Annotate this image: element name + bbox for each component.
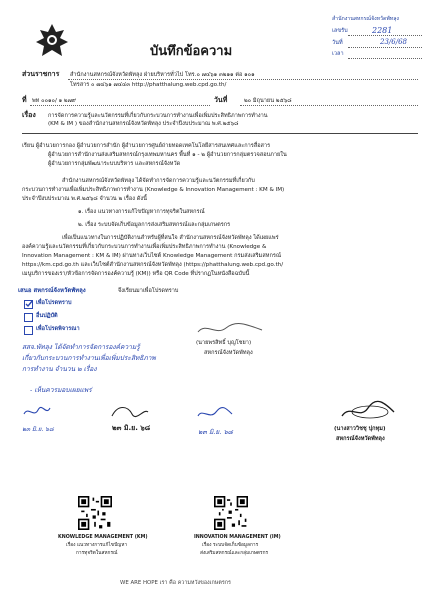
handwritten-note-4: - เห็นควรมอบเผยแพร่ — [30, 386, 92, 394]
doc-no: พท ๐๐๑๐/ ๑ ๒๗๙ — [32, 98, 76, 104]
agency-label: ส่วนราชการ — [22, 70, 60, 78]
qr-code-km[interactable] — [78, 496, 112, 530]
salutation: เรียน ผู้อำนวยการกอง ผู้อำนวยการสำนัก ผู้อำนวยการศูนย์ถ่ายทอดเทคโนโลยีสารสนเทศและการสื่อสาร — [22, 143, 271, 149]
paragraph-1: สำนักงานสหกรณ์จังหวัดพัทลุง ได้จัดทำการจัดการความรู้และนวัตกรรมที่เกี่ยวกับ — [62, 178, 255, 184]
paragraph-2d: https://km.cpd.go.th และเว็บไซต์สำนักงานสหกรณ์จังหวัดพัทลุง (https://phatthalung.web.cpd.go.th/ — [22, 262, 284, 268]
signature-2-title: สหกรณ์จังหวัดพัทลุง — [336, 436, 385, 442]
handwritten-note-1: สสจ.พัทลุง ได้จัดทำการจัดการองค์ความรู้ — [22, 343, 140, 351]
footer-slogan: WE ARE HOPE เรา คือ ความหวังของเกษตรกร — [120, 580, 231, 586]
agency-text-2: โทรสาร ๐ ๗๔๖๑ ๗๔๔๓ http://phatthalung.web.cpd.go.th/ — [70, 82, 227, 88]
salutation-3: ผู้อำนวยการกลุ่มพัฒนาระบบบริหาร และสหกรณ์จังหวัด — [48, 161, 181, 167]
list-item-1: ๑. เรื่อง แนวทางการแก้ไขปัญหาการทุจริตในสหกรณ์ — [78, 209, 205, 215]
handwritten-note-3: การทำงาน จำนวน ๒ เรื่อง — [22, 365, 97, 373]
garuda-emblem — [34, 22, 70, 62]
stamp-time-label: เวลา — [332, 51, 344, 57]
salutation-2: ผู้อำนวยการสำนักงานส่งเสริมสหกรณ์กรุงเทพมหานคร พื้นที่ ๑ - ๒ ผู้อำนวยการกลุ่มตรวจสอบภายใน — [48, 152, 287, 158]
qr-code-im[interactable] — [214, 496, 248, 530]
initial-left — [22, 404, 52, 420]
date-mid2: ๒๓ มิ.ย. ๖๘ — [198, 428, 233, 436]
date-left: ๒๓ มิ.ย. ๖๘ — [22, 426, 54, 433]
checkbox-action[interactable] — [24, 313, 33, 322]
signature-1-title: สหกรณ์จังหวัดพัทลุง — [204, 350, 253, 356]
qr-km-title: KNOWLEDGE MANAGEMENT (KM) — [58, 535, 148, 540]
stamp-receipt-no: 2281 — [372, 26, 393, 35]
subject-text-2: (KM & IM ) ของสำนักงานสหกรณ์จังหวัดพัทลุง ประจำปีงบประมาณ พ.ศ.๒๕๖๘ — [48, 121, 239, 127]
date-mid: ๒๓ มิ.ย. ๖๘ — [112, 424, 151, 432]
paragraph-2: เพื่อเป็นแนวทางในการปฏิบัติงานสำหรับผู้ที่สนใจ สำนักงานสหกรณ์จังหวัดพัทลุง ได้เผยแพร่ — [62, 235, 279, 241]
subject-text: การจัดการความรู้และนวัตกรรมที่เกี่ยวกับกระบวนการทำงานเพื่อเพิ่มประสิทธิภาพการทำงาน — [48, 113, 268, 119]
doc-no-label: ที่ — [22, 96, 27, 104]
qr-km-sub2: การทุจริตในสหกรณ์ — [76, 551, 118, 556]
qr-im-sub2: ส่งเสริมสหกรณ์และกลุ่มเกษตรกร — [200, 551, 269, 556]
signature-1-name: (นายพรสิทธิ์ บุญโชยา) — [196, 340, 252, 346]
paragraph-1b: กระบวนการทำงานเพื่อเพิ่มประสิทธิภาพการทำงาน (Knowledge & Innovation Management : KM & IM) — [22, 187, 285, 193]
agency-text: สำนักงานสหกรณ์จังหวัดพัทลุง ฝ่ายบริหารทั่วไป โทร.๐ ๗๔๖๑ ๓๒๑๑ ต่อ ๑๐๑ — [70, 72, 255, 78]
propose-line: เสนอ สหกรณ์จังหวัดพัทลุง — [18, 287, 86, 294]
receipt-stamp — [332, 16, 426, 60]
paragraph-2e: เมนูบริการของเรา/หัวข้อการจัดการองค์ความรู้ (KM)) หรือ QR Code ที่ปรากฏในหนังสือฉบับนี้ — [22, 271, 250, 277]
subject-label: เรื่อง — [22, 111, 36, 119]
qr-km-sub1: เรื่อง แนวทางการแก้ไขปัญหา — [66, 543, 128, 548]
checkbox-acknowledge[interactable] — [24, 300, 33, 309]
qr-im-sub1: เรื่อง ระบบจัดเก็บข้อมูลการ — [202, 543, 259, 548]
option-consider: เพื่อโปรดพิจารณา — [36, 326, 80, 332]
signature-2-name: (นางสาววิชชุ ปุกทุม) — [334, 426, 386, 432]
stamp-date: 23/6/68 — [380, 38, 407, 46]
handwritten-note-2: เกี่ยวกับกระบวนการทำงานเพื่อเพิ่มประสิทธิภาพ — [22, 354, 156, 362]
option-action: อื่นปฏิบัติ — [36, 313, 58, 319]
doc-date-label: วันที่ — [214, 96, 228, 104]
doc-date: ๒๐ มิถุนายน ๒๕๖๘ — [244, 98, 292, 104]
qr-im-title: INNOVATION MANAGEMENT (IM) — [194, 535, 281, 540]
signature-mid-scribble — [110, 402, 150, 420]
signature-2-scribble — [340, 400, 396, 422]
paragraph-2c: Innovation Management : KM & IM) ผ่านทางเว็บไซต์ Knowledge Management กรมส่งเสริมสหกรณ์ — [22, 253, 282, 259]
stamp-date-label: วันที่ — [332, 40, 343, 46]
memo-title: บันทึกข้อความ — [150, 44, 233, 59]
stamp-office: สำนักงานสหกรณ์จังหวัดพัทลุง — [332, 16, 399, 22]
list-item-2: ๒. เรื่อง ระบบจัดเก็บข้อมูลการส่งเสริมสหกรณ์และกลุ่มเกษตรกร — [78, 222, 231, 228]
stamp-receipt-label: เลขรับ — [332, 28, 348, 34]
paragraph-1c: ประจำปีงบประมาณ พ.ศ.๒๕๖๘ จำนวน ๒ เรื่อง ดังนี้ — [22, 196, 147, 202]
propose-tail: จึงเรียนมาเพื่อโปรดทราบ — [118, 288, 179, 294]
checkbox-consider[interactable] — [24, 326, 33, 335]
paragraph-2b: องค์ความรู้และนวัตกรรมที่เกี่ยวกับกระบวนการทำงานเพื่อเพิ่มประสิทธิภาพการทำงาน (Knowledge & — [22, 244, 267, 250]
option-acknowledge: เพื่อโปรดทราบ — [36, 300, 72, 306]
signature-mid2-scribble — [196, 404, 236, 422]
signature-1-scribble — [196, 320, 266, 338]
